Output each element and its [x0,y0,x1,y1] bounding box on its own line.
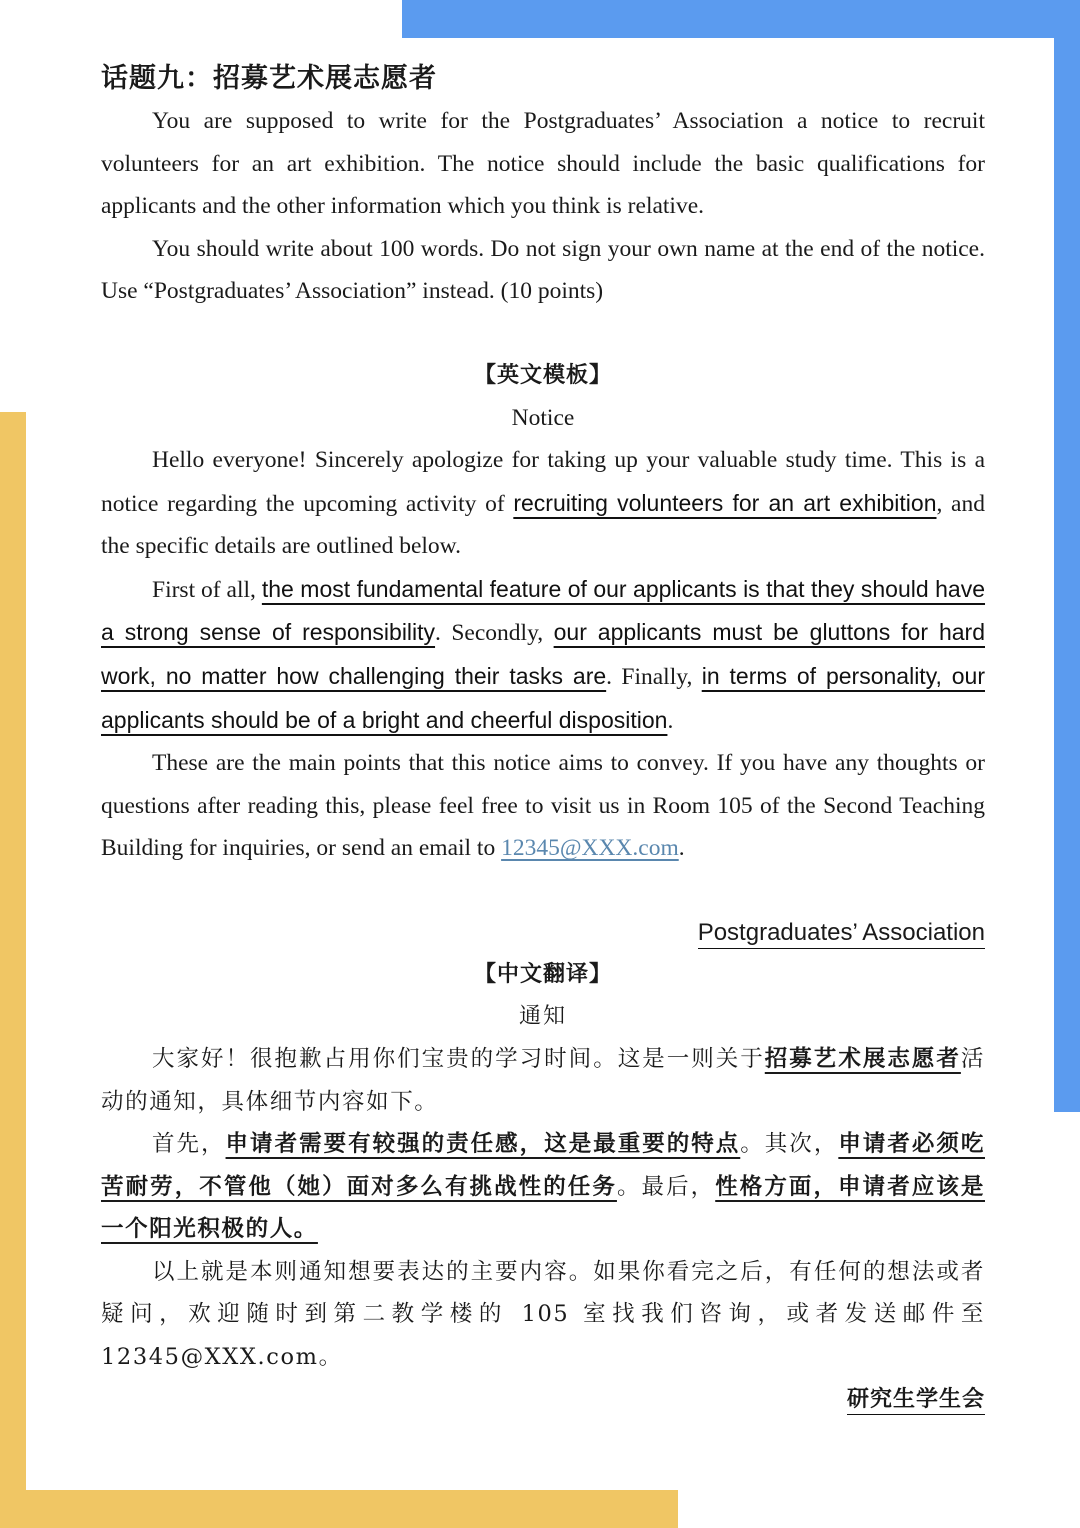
text-run: . Finally, [606,663,702,690]
text-run: Hello everyone! Sincerely apologize for taking up your valuable study time. This is a notice regarding the upcoming activity of [101,446,985,517]
notice-title: Notice [511,404,575,431]
english-template-label: 【英文模板】 [473,362,612,388]
decor-blue-top-bar [402,0,1080,38]
highlight-phrase: 性格方面，申请者应该是一个阳光积极的人。 [101,1173,985,1243]
topic-title: 话题九：招募艺术展志愿者 [101,63,437,94]
highlight-phrase: in terms of personality, our applicants should be of a bright and cheerful disposition [101,662,985,733]
document-page [101,58,985,1421]
signature-text: Postgraduates’ Association [698,919,985,949]
decor-yellow-left-bar [0,412,26,1528]
english-signature [101,912,985,954]
text-run: 大家好！很抱歉占用你们宝贵的学习时间。这是一则关于 [152,1045,765,1072]
highlight-phrase: 申请者需要有较强的责任感，这是最重要的特点 [225,1131,741,1158]
text-run: . [678,835,685,862]
text-run: 。其次， [740,1131,839,1158]
chinese-signature [101,1379,985,1421]
decor-yellow-bottom-bar [0,1490,678,1528]
text-run: , and the specific details are outlined below. [101,490,985,560]
text-run: These are the main points that this notice aims to convey. If you have any thoughts or questions after reading this, please feel free to visit us in Room 105 of the Second Teaching Building for inquiries, or send an email to [101,750,985,862]
chinese-paragraph-2 [101,1123,985,1251]
text-run: First of all, [152,576,262,603]
english-paragraph-2 [101,568,985,742]
chinese-paragraph-3: 以上就是本则通知想要表达的主要内容。如果你看完之后，有任何的想法或者疑问，欢迎随时到第二教学楼的 105 室找我们咨询，或者发送邮件至 12345@XXX.com。 [101,1258,985,1371]
prompt-paragraph-2: You should write about 100 words. Do not sign your own name at the end of the notice. Use “Postgraduates’ Association” instead. (10 points) [101,235,985,305]
email-link[interactable]: 12345@XXX.com [501,835,679,862]
chinese-paragraph-1 [101,1038,985,1123]
english-paragraph-3 [101,742,985,870]
english-paragraph-1 [101,439,985,568]
text-run: . Secondly, [435,620,554,647]
chinese-translation-label: 【中文翻译】 [473,961,612,987]
decor-blue-right-bar [1054,0,1080,1112]
highlight-phrase: our applicants must be gluttons for hard work, no matter how challenging their tasks are [101,619,985,689]
text-run: 。最后， [616,1173,716,1200]
highlight-phrase: recruiting volunteers for an art exhibition [513,489,937,516]
spacer [101,870,985,912]
text-run: 首先， [152,1131,226,1158]
highlight-phrase: 招募艺术展志愿者 [764,1045,961,1072]
text-run: . [667,707,674,734]
signature-text: 研究生学生会 [847,1387,985,1415]
highlight-phrase: 申请者必须吃苦耐劳，不管他（她）面对多么有挑战性的任务 [101,1131,985,1200]
text-run: 活动的通知，具体细节内容如下。 [101,1045,985,1115]
highlight-phrase: the most fundamental feature of our applicants is that they should have a strong sense of responsibility [101,575,986,646]
prompt-paragraph-1: You are supposed to write for the Postgraduates’ Association a notice to recruit volunteers for an art exhibition. The notice should include the basic qualifications for applicants and the other information which you think is relative. [101,108,985,220]
chinese-notice-title: 通知 [518,1003,567,1029]
spacer [101,313,985,355]
